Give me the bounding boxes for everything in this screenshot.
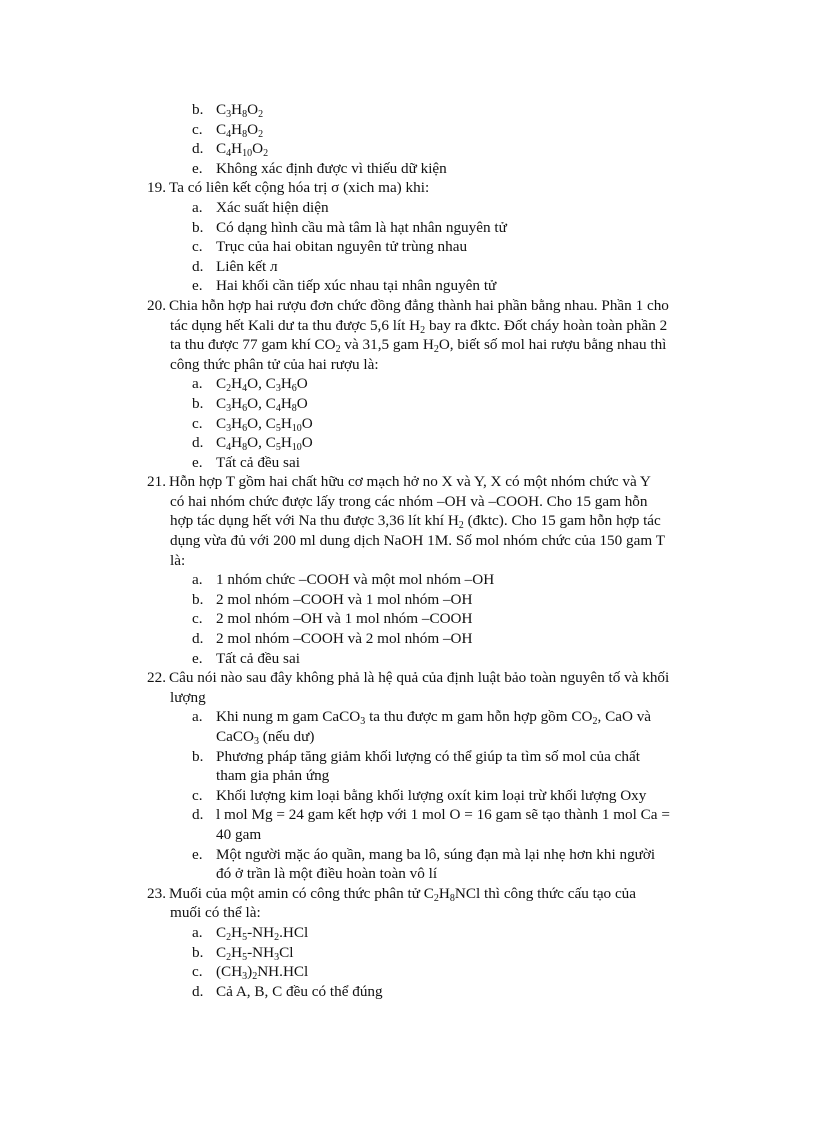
q22-option-b: b. Phương pháp tăng giảm khối lượng có thể giúp ta tìm số mol của chất: [192, 747, 640, 765]
q22-option-e: e. Một người mặc áo quần, mang ba lô, súng đạn mà lại nhẹ hơn khi người: [192, 845, 656, 863]
q21-option-b: b. 2 mol nhóm –COOH và 1 mol nhóm –OH: [192, 590, 473, 608]
q23-option-c: c. $(CH_3)_2NH.HCl$: [192, 963, 309, 983]
q20-stem: 20. Chia hỗn hợp hai rượu đơn chức đồng đẳng thành hai phần bằng nhau. Phần 1 cho: [147, 296, 669, 314]
q20-stem-line-3: ta thu được 77 gam khí $CO_2$ và 31,5 gam $H_2O$, biết số mol hai rượu bằng nhau thì: [170, 336, 667, 356]
q21-stem-line-4: dụng vừa đủ với 200 ml dung dịch NaOH 1M. Số mol nhóm chức của 150 gam T: [170, 532, 665, 550]
q21-stem-line-3: hợp tác dụng hết với Na thu được 3,36 lít khí $H_2$ (đktc). Cho 15 gam hỗn hợp tác: [170, 512, 661, 532]
q18-option-c: c. $C_4H_8O_2$: [192, 120, 264, 140]
q19-option-d: d. Liên kết л: [192, 257, 278, 275]
q23-stem-line-2: muối có thể là:: [170, 904, 261, 922]
q18-option-e: e. Không xác định được vì thiếu dữ kiện: [192, 159, 447, 177]
q21-option-c: c. 2 mol nhóm –OH và 1 mol nhóm –COOH: [192, 610, 473, 628]
q19-option-b: b. Có dạng hình cầu mà tâm là hạt nhân nguyên tử: [192, 218, 507, 236]
q22-stem-line-2: lượng: [170, 688, 206, 706]
q23-stem: 23. Muối của một amin có công thức phân tử $C_2H_8NCl$ thì công thức cấu tạo của: [147, 884, 637, 904]
q22-option-d-line-2: 40 gam: [216, 825, 262, 843]
q18-option-b: b. $C_3H_8O_2$: [192, 101, 264, 120]
q18-option-d: d. $C_4H_{10}O_2$: [192, 140, 269, 160]
q21-stem-line-2: có hai nhóm chức được lấy trong các nhóm –OH và –COOH. Cho 15 gam hỗn: [170, 492, 648, 510]
q20-stem-line-2: tác dụng hết Kali dư ta thu được 5,6 lít $H_2$ bay ra đktc. Đốt cháy hoàn toàn phần 2: [170, 316, 668, 336]
q19-option-a: a. Xác suất hiện diện: [192, 198, 329, 216]
q20-option-e: e. Tất cả đều sai: [192, 453, 300, 471]
q22-option-e-line-2: đó ở trần là một điều hoàn toàn vô lí: [216, 865, 438, 883]
q22-option-a-line-2: CaCO$_3$ (nếu dư): [216, 728, 315, 747]
q21-stem-line-5: là:: [170, 551, 186, 569]
q21-option-e: e. Tất cả đều sai: [192, 649, 300, 667]
q22-option-a: a. Khi nung m gam CaCO$_3$ ta thu được m gam hỗn hợp gồm $CO_2$, CaO và: [192, 708, 652, 728]
q19-option-e: e. Hai khối cần tiếp xúc nhau tại nhân nguyên tử: [192, 277, 497, 295]
q21-option-a: a. 1 nhóm chức –COOH và một mol nhóm –OH: [192, 571, 495, 589]
q19-stem: 19. Ta có liên kết cộng hóa trị σ (xich ma) khi:: [147, 179, 430, 197]
q23-option-a: a. $C_2H_5-NH_2.HCl$: [192, 923, 309, 943]
q21-stem: 21. Hỗn hợp T gồm hai chất hữu cơ mạch hở no X và Y, X có một nhóm chức và Y: [147, 473, 651, 491]
q20-option-a: a. $C_2H_4O$, $C_3H_6O$: [192, 375, 308, 395]
q22-option-b-line-2: tham gia phản ứng: [216, 767, 330, 785]
q19-option-c: c. Trục của hai obitan nguyên tử trùng nhau: [192, 238, 468, 256]
q23-option-b: b. $C_2H_5-NH_3Cl$: [192, 943, 294, 963]
q20-stem-line-4: công thức phân tử của hai rượu là:: [170, 355, 379, 373]
q20-option-d: d. $C_4H_8O$, $C_5H_{10}O$: [192, 434, 313, 454]
q20-option-b: b. $C_3H_6O$, $C_4H_8O$: [192, 394, 308, 414]
q22-option-d: d. l mol Mg = 24 gam kết hợp với 1 mol O = 16 gam sẽ tạo thành 1 mol Ca =: [192, 806, 670, 824]
q21-option-d: d. 2 mol nhóm –COOH và 2 mol nhóm –OH: [192, 630, 473, 648]
q22-option-c: c. Khối lượng kim loại bằng khối lượng oxít kim loại trừ khối lượng Oxy: [192, 786, 647, 804]
q20-option-c: c. $C_3H_6O$, $C_5H_{10}O$: [192, 414, 313, 434]
q22-stem: 22. Câu nói nào sau đây không phả là hệ quả của định luật bảo toàn nguyên tố và khối: [147, 669, 670, 687]
document-body: [0, 100, 816, 1001]
q23-option-d: d. Cả A, B, C đều có thể đúng: [192, 982, 383, 1000]
